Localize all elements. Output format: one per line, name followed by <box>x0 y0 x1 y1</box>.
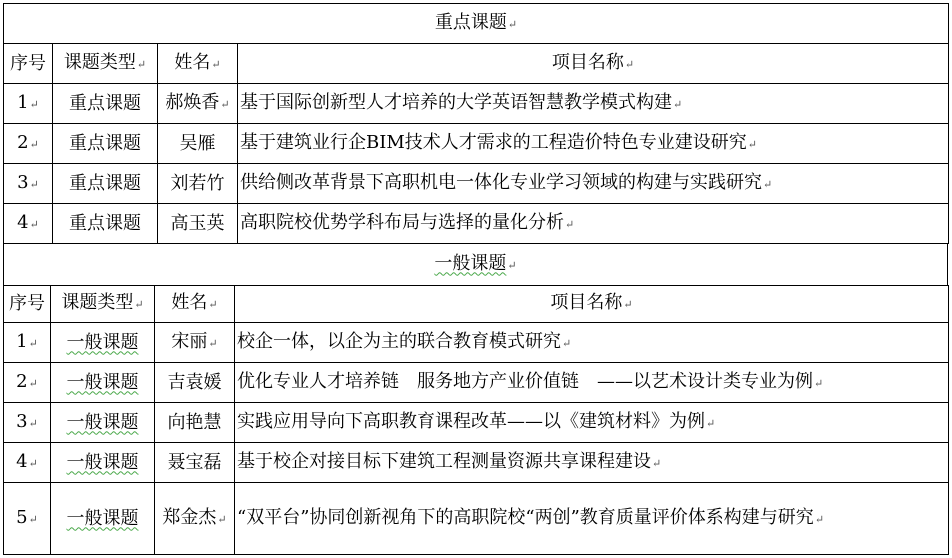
row-project-text: 基于国际创新型人才培养的大学英语智慧教学模式构建 <box>240 91 672 113</box>
row-project <box>235 323 949 363</box>
row-type-text: 一般课题 <box>66 507 139 529</box>
row-type-text: 一般课题 <box>66 371 139 393</box>
paragraph-mark-icon: ↵ <box>136 57 147 71</box>
paragraph-mark-icon: ↵ <box>507 258 517 272</box>
table-row <box>4 443 949 483</box>
row-name: 向艳慧 <box>155 403 235 443</box>
header-project <box>238 44 949 84</box>
header-type-text: 课题类型 <box>61 292 134 313</box>
row-no-text: 3 <box>17 171 29 193</box>
paragraph-mark-icon: ↵ <box>217 512 227 526</box>
row-no-text: 3 <box>16 410 28 432</box>
row-type-text: 一般课题 <box>66 331 139 353</box>
header-type <box>51 286 155 323</box>
key-projects-table <box>3 3 949 244</box>
paragraph-mark-icon: ↵ <box>211 57 221 71</box>
paragraph-mark-icon: ↵ <box>706 416 716 430</box>
table-row <box>4 363 949 403</box>
row-no <box>4 124 53 164</box>
row-project-text: 基于建筑业行企BIM技术人才需求的工程造价特色专业建设研究 <box>240 131 747 153</box>
section-title <box>4 244 948 286</box>
row-name <box>155 483 235 555</box>
paragraph-mark-icon: ↵ <box>28 456 38 470</box>
header-project-text: 项目名称 <box>551 51 624 73</box>
row-name: 刘若竹 <box>158 164 238 204</box>
row-name <box>158 84 238 124</box>
row-project-text: 优化专业人才培养链 服务地方产业价值链 ——以艺术设计类专业为例 <box>237 370 813 392</box>
row-name <box>155 323 235 363</box>
paragraph-mark-icon: ↵ <box>673 97 683 111</box>
row-project-text: 供给侧改革背景下高职机电一体化专业学习领域的构建与实践研究 <box>240 171 762 193</box>
paragraph-mark-icon: ↵ <box>29 217 39 231</box>
row-project-text: 高职院校优势学科布局与选择的量化分析 <box>240 211 564 233</box>
header-type-text: 课题类型 <box>63 51 136 73</box>
row-project <box>235 483 949 555</box>
row-no-text: 1 <box>17 91 29 113</box>
header-name <box>158 44 238 84</box>
paragraph-mark-icon: ↵ <box>652 456 662 470</box>
row-project-text: “双平台”协同创新视角下的高职院校“两创”教育质量评价体系构建与研究 <box>237 506 814 528</box>
row-type <box>51 483 155 555</box>
row-no <box>4 403 51 443</box>
table-row <box>4 323 949 363</box>
row-name-text: 郝焕香 <box>165 91 220 113</box>
paragraph-mark-icon: ↵ <box>624 57 635 71</box>
row-no <box>4 84 53 124</box>
header-project-text: 项目名称 <box>550 292 623 313</box>
row-no <box>4 323 51 363</box>
section-title-text: 重点课题 <box>434 11 507 33</box>
row-type-text: 一般课题 <box>66 411 139 433</box>
row-project <box>238 164 949 204</box>
header-name <box>155 286 235 323</box>
table-row <box>4 403 949 443</box>
section-title <box>4 4 949 44</box>
row-project-text: 实践应用导向下高职教育课程改革——以《建筑材料》为例 <box>237 410 705 432</box>
row-type: 重点课题 <box>53 204 158 244</box>
row-no-text: 1 <box>16 330 28 352</box>
header-type <box>53 44 158 84</box>
header-row <box>4 286 949 323</box>
row-no <box>4 204 53 244</box>
row-no <box>4 363 51 403</box>
section-title-text: 一般课题 <box>434 252 507 274</box>
paragraph-mark-icon: ↵ <box>220 97 230 111</box>
row-no <box>4 483 51 555</box>
paragraph-mark-icon: ↵ <box>507 17 518 31</box>
row-name: 高玉英 <box>158 204 238 244</box>
row-project-text: 校企一体，以企为主的联合教育模式研究 <box>237 330 561 352</box>
general-title-table <box>3 243 948 286</box>
row-type <box>51 363 155 403</box>
table-row <box>4 124 949 164</box>
row-no-text: 4 <box>17 211 29 233</box>
paragraph-mark-icon: ↵ <box>134 298 144 311</box>
row-name: 聂宝磊 <box>155 443 235 483</box>
paragraph-mark-icon: ↵ <box>29 177 39 191</box>
row-name-text: 郑金杰 <box>162 506 217 528</box>
general-projects-table <box>3 285 949 555</box>
row-type <box>51 443 155 483</box>
paragraph-mark-icon: ↵ <box>747 137 757 151</box>
row-project <box>235 403 949 443</box>
header-name-text: 姓名 <box>171 292 208 313</box>
row-project <box>238 204 949 244</box>
row-no-text: 5 <box>16 506 28 528</box>
row-type: 重点课题 <box>53 124 158 164</box>
paragraph-mark-icon: ↵ <box>814 376 824 390</box>
header-row <box>4 44 949 84</box>
header-no: 序号 <box>4 286 51 323</box>
row-type-text: 一般课题 <box>66 451 139 473</box>
row-project <box>235 363 949 403</box>
paragraph-mark-icon: ↵ <box>28 336 38 350</box>
row-name: 吉袁媛 <box>155 363 235 403</box>
row-project <box>238 124 949 164</box>
row-type <box>51 403 155 443</box>
table-row <box>4 84 949 124</box>
row-name-text: 宋丽 <box>171 330 208 352</box>
paragraph-mark-icon: ↵ <box>623 298 633 311</box>
row-type: 重点课题 <box>53 84 158 124</box>
paragraph-mark-icon: ↵ <box>208 298 218 311</box>
row-type: 重点课题 <box>53 164 158 204</box>
paragraph-mark-icon: ↵ <box>565 217 575 231</box>
row-no <box>4 164 53 204</box>
paragraph-mark-icon: ↵ <box>28 512 38 526</box>
paragraph-mark-icon: ↵ <box>814 512 825 526</box>
row-name: 吴雁 <box>158 124 238 164</box>
header-no: 序号 <box>4 44 53 84</box>
row-project-text: 基于校企对接目标下建筑工程测量资源共享课程建设 <box>237 450 651 472</box>
row-no-text: 4 <box>16 450 28 472</box>
row-no-text: 2 <box>17 131 29 153</box>
paragraph-mark-icon: ↵ <box>29 137 39 151</box>
row-type <box>51 323 155 363</box>
paragraph-mark-icon: ↵ <box>28 376 38 390</box>
row-no <box>4 443 51 483</box>
table-row <box>4 204 949 244</box>
row-project <box>238 84 949 124</box>
header-name-text: 姓名 <box>174 51 211 73</box>
row-no-text: 2 <box>16 370 28 392</box>
table-row <box>4 164 949 204</box>
paragraph-mark-icon: ↵ <box>208 336 218 350</box>
row-project <box>235 443 949 483</box>
paragraph-mark-icon: ↵ <box>28 416 38 430</box>
header-project <box>235 286 949 323</box>
table-row <box>4 483 949 555</box>
paragraph-mark-icon: ↵ <box>29 97 39 111</box>
paragraph-mark-icon: ↵ <box>562 336 572 350</box>
paragraph-mark-icon: ↵ <box>763 177 773 191</box>
